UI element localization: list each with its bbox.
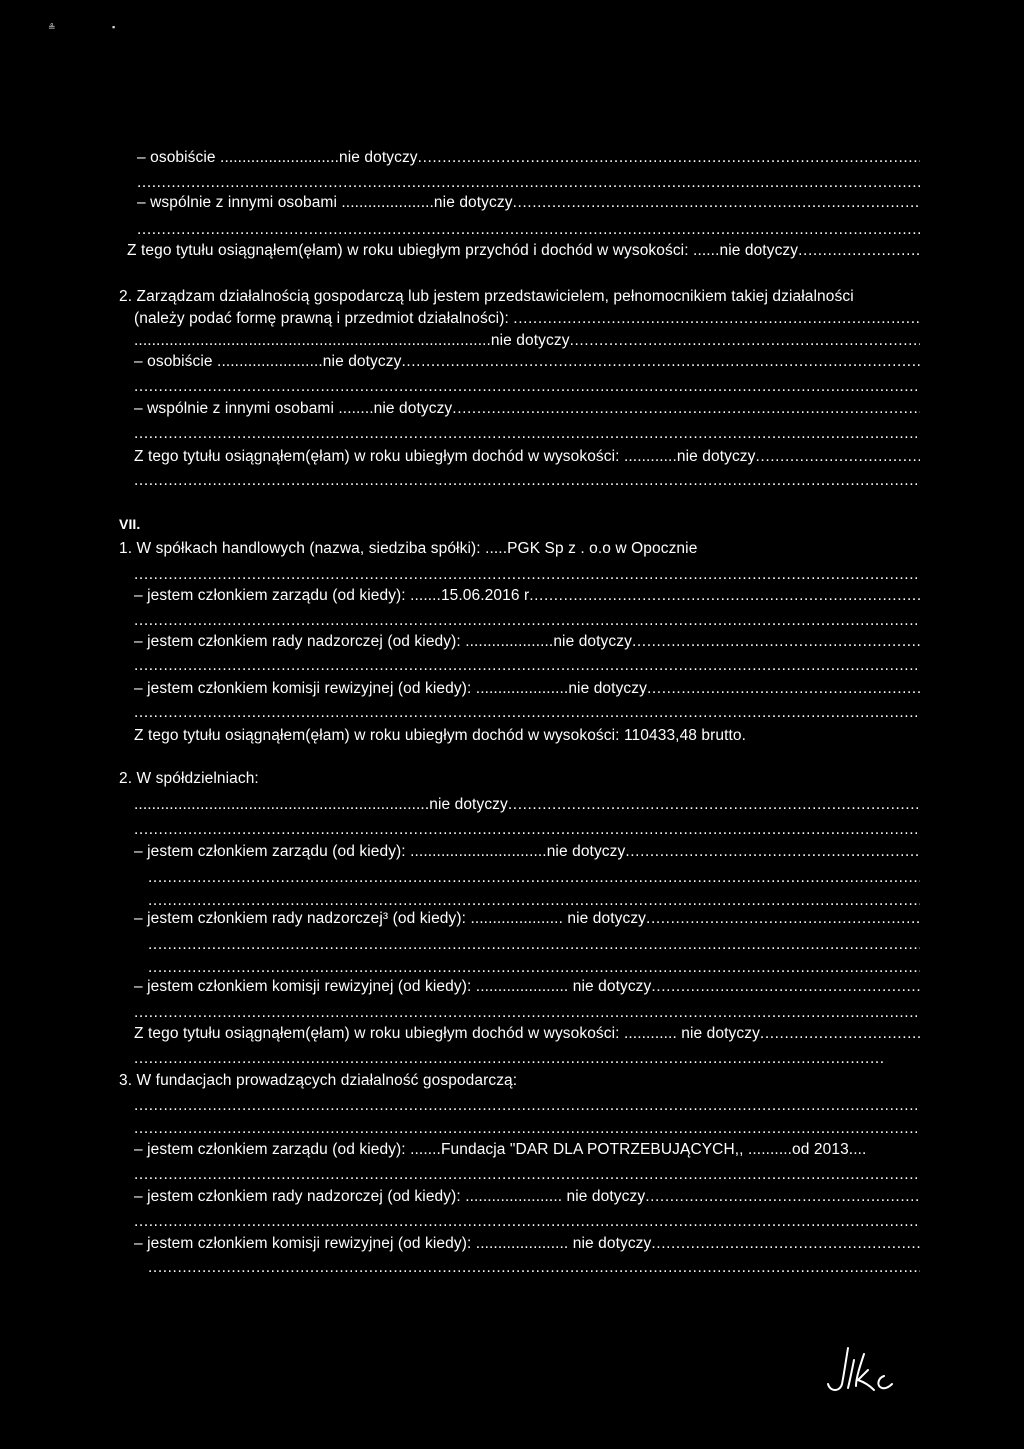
- section-2-subheading: (należy podać formę prawną i przedmiot działalności): .....: [134, 309, 920, 329]
- dotted-line: [134, 565, 920, 585]
- line-jointly: – wspólnie z innymi osobami .....................nie dotyczy .....: [137, 193, 920, 213]
- dotted-line: [148, 935, 920, 955]
- line-jointly-2: – wspólnie z innymi osobami ........nie dotyczy .....: [134, 399, 920, 419]
- dotted-line: [148, 868, 920, 888]
- dotted-line: [134, 1119, 920, 1139]
- dotted-line: [134, 1212, 920, 1232]
- dotted-line: [134, 471, 920, 491]
- dotted-line: [134, 1003, 920, 1023]
- foundation-management-line: – jestem członkiem zarządu (od kiedy): .......Fundacja "DAR DLA POTRZEBUJĄCYCH,, ..........od 2013....: [134, 1141, 867, 1158]
- dotted-line: [148, 891, 920, 911]
- dotted-line: [134, 820, 920, 840]
- section-vii-heading: VII.: [119, 516, 141, 532]
- dotted-line: [137, 173, 920, 193]
- dotted-line: [134, 703, 920, 723]
- cooperatives-value: ...................................................................nie dotyczy .....: [134, 795, 920, 815]
- dotted-line: [134, 611, 920, 631]
- audit-committee-line: – jestem członkiem komisji rewizyjnej (od kiedy): .....................nie dotyczy .....: [134, 679, 920, 699]
- scan-mark-left: ≗: [48, 22, 56, 32]
- management-board-line: – jestem członkiem zarządu (od kiedy): .......15.06.2016 r .....: [134, 586, 920, 606]
- foundation-supervisory-line: – jestem członkiem rady nadzorczej (od kiedy): ...................... nie dotyczy .....: [134, 1187, 920, 1207]
- income-line: Z tego tytułu osiągnąłem(ęłam) w roku ubiegłym przychód i dochód w wysokości: ......nie dotyczy .....: [127, 241, 920, 261]
- coop-management-line: – jestem członkiem zarządu (od kiedy): ...............................nie dotyczy .....: [134, 842, 920, 862]
- dotted-line: [134, 377, 920, 397]
- coop-audit-line: – jestem członkiem komisji rewizyjnej (od kiedy): ..................... nie dotyczy .....: [134, 977, 920, 997]
- dotted-line: [134, 1096, 920, 1116]
- line-personally: – osobiście ...........................nie dotyczy .....: [137, 148, 920, 168]
- dotted-line: [134, 1049, 884, 1069]
- supervisory-board-line: – jestem członkiem rady nadzorczej (od kiedy): ....................nie dotyczy .....: [134, 632, 920, 652]
- section-2-heading: 2. Zarządzam działalnością gospodarczą lub jestem przedstawicielem, pełnomocnikiem takiej działalności: [119, 288, 854, 305]
- dotted-line: [134, 656, 920, 676]
- coop-supervisory-line: – jestem członkiem rady nadzorczej³ (od kiedy): ..................... nie dotyczy .....: [134, 909, 920, 929]
- foundations-heading: 3. W fundacjach prowadzących działalność gospodarczą:: [119, 1072, 518, 1089]
- income-line-companies: Z tego tytułu osiągnąłem(ęłam) w roku ubiegłym dochód w wysokości: 110433,48 brutto.: [134, 727, 747, 744]
- dotted-line: [148, 958, 920, 978]
- dotted-line: [137, 220, 920, 240]
- foundation-audit-line: – jestem członkiem komisji rewizyjnej (od kiedy): ..................... nie dotyczy .....: [134, 1234, 920, 1254]
- income-line-coop: Z tego tytułu osiągnąłem(ęłam) w roku ubiegłym dochód w wysokości: ............ nie dotyczy .....: [134, 1024, 920, 1044]
- companies-heading: 1. W spółkach handlowych (nazwa, siedziba spółki): .....PGK Sp z . o.o w Opocznie: [119, 540, 698, 557]
- business-activity-value: .................................................................................nie dotyczy .....: [134, 331, 920, 351]
- income-line-2: Z tego tytułu osiągnąłem(ęłam) w roku ubiegłym dochód w wysokości: ............nie dotyczy .....: [134, 447, 920, 467]
- dotted-line: [134, 1165, 920, 1185]
- dotted-line: [134, 424, 920, 444]
- signature-initials: [812, 1340, 902, 1400]
- dotted-line: [148, 1258, 920, 1278]
- line-personally-2: – osobiście ........................nie dotyczy .....: [134, 352, 920, 372]
- scan-mark-right: ▪: [112, 22, 116, 32]
- cooperatives-heading: 2. W spółdzielniach:: [119, 770, 259, 787]
